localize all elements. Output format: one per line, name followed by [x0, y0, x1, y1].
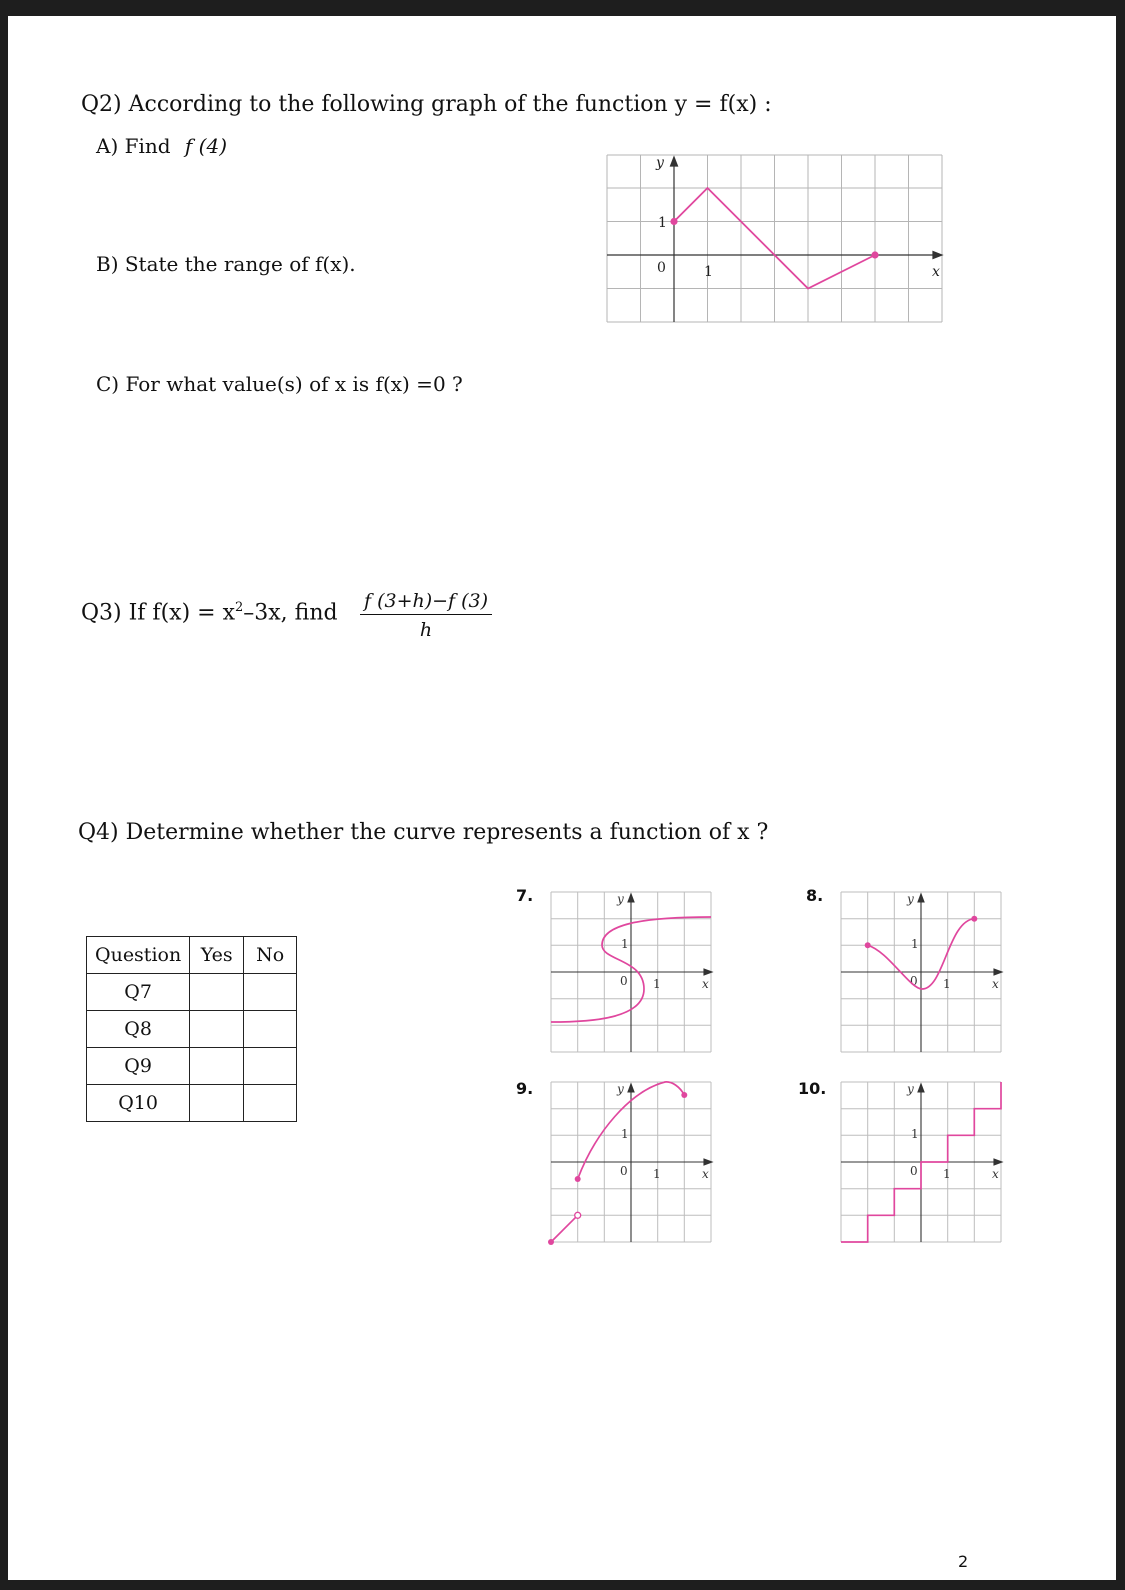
q2-part-c: C) For what value(s) of x is f(x) =0 ? — [96, 372, 463, 396]
graph-10-x-one: 1 — [943, 1167, 951, 1181]
document-page — [8, 16, 1116, 1580]
table-row-label: Q7 — [87, 974, 190, 1011]
graph-9 — [550, 1081, 714, 1249]
answer-no-cell[interactable] — [244, 1011, 297, 1048]
graph-7-x-label: x — [702, 977, 709, 991]
q2-title: Q2) According to the following graph of the function y = f(x) : — [81, 92, 772, 117]
graph-9-number: 9. — [516, 1079, 534, 1098]
table-row — [87, 1048, 297, 1085]
table-row — [87, 974, 297, 1011]
graph-8-number: 8. — [806, 886, 824, 905]
q2-graph — [606, 154, 944, 324]
table-header-no: No — [244, 937, 297, 974]
answer-no-cell[interactable] — [244, 1085, 297, 1122]
table-row-label: Q9 — [87, 1048, 190, 1085]
answer-yes-cell[interactable] — [190, 1085, 244, 1122]
graph-8-origin: 0 — [910, 974, 918, 988]
graph-8-axes — [841, 894, 1002, 1052]
graph-10-number: 10. — [798, 1079, 827, 1098]
graph-9-y-one: 1 — [621, 1127, 629, 1141]
answer-yes-cell[interactable] — [190, 974, 244, 1011]
q2-part-a-label: A) Find — [96, 134, 171, 158]
graph-8-y-label: y — [907, 892, 914, 906]
table-header-row — [87, 937, 297, 974]
q2-start-dot — [670, 218, 677, 225]
graph-8-y-one: 1 — [911, 937, 919, 951]
graph-7 — [550, 891, 714, 1055]
table-row — [87, 1085, 297, 1122]
q3-fraction-denominator: h — [419, 619, 433, 641]
q2-x-label: x — [932, 264, 940, 280]
graph-10 — [840, 1081, 1004, 1245]
graph-9-closed-dot — [575, 1176, 581, 1182]
q3-fraction-numerator: f (3+h)−f (3) — [360, 590, 492, 615]
graph-8-end-dot — [971, 916, 977, 922]
graph-9-y-label: y — [617, 1082, 624, 1096]
graph-9-end-dot — [681, 1092, 687, 1098]
graph-10-y-label: y — [907, 1082, 914, 1096]
graph-9-x-label: x — [702, 1167, 709, 1181]
page-number: 2 — [958, 1552, 969, 1571]
table-header-yes: Yes — [190, 937, 244, 974]
table-row-label: Q8 — [87, 1011, 190, 1048]
graph-8-x-label: x — [992, 977, 999, 991]
answer-table — [86, 936, 297, 1122]
answer-yes-cell[interactable] — [190, 1048, 244, 1085]
q2-part-a — [96, 134, 227, 158]
q2-origin: 0 — [657, 260, 666, 276]
graph-7-number: 7. — [516, 886, 534, 905]
q3-power: 2 — [234, 600, 244, 615]
q3-text-end: –3x, find — [243, 600, 338, 626]
graph-9-open-dot — [575, 1212, 581, 1218]
q3-fraction — [360, 590, 492, 641]
answer-no-cell[interactable] — [244, 1048, 297, 1085]
graph-7-y-one: 1 — [621, 937, 629, 951]
graph-9-origin: 0 — [620, 1164, 628, 1178]
graph-9-x-one: 1 — [653, 1167, 661, 1181]
graph-10-origin: 0 — [910, 1164, 918, 1178]
q2-end-dot — [871, 251, 878, 258]
graph-7-x-one: 1 — [653, 977, 661, 991]
graph-10-y-one: 1 — [911, 1127, 919, 1141]
graph-8 — [840, 891, 1004, 1055]
table-row-label: Q10 — [87, 1085, 190, 1122]
graph-8-x-one: 1 — [943, 977, 951, 991]
graph-9-start-dot — [548, 1239, 554, 1245]
q2-grid — [607, 155, 942, 322]
table-header-question: Question — [87, 937, 190, 974]
graph-7-y-label: y — [617, 892, 624, 906]
q4-text: Q4) Determine whether the curve represents a function of x ? — [78, 820, 769, 845]
q2-part-a-expr: f (4) — [184, 134, 228, 158]
q2-part-b: B) State the range of f(x). — [96, 252, 356, 276]
graph-9-lower-segment — [551, 1215, 578, 1242]
answer-no-cell[interactable] — [244, 974, 297, 1011]
table-row — [87, 1011, 297, 1048]
q2-y-label: y — [656, 155, 664, 171]
graph-10-x-label: x — [992, 1167, 999, 1181]
graph-8-start-dot — [865, 942, 871, 948]
graph-7-origin: 0 — [620, 974, 628, 988]
answer-yes-cell[interactable] — [190, 1011, 244, 1048]
q3-text-start: Q3) If f(x) = x — [81, 600, 235, 626]
q3-text — [81, 600, 338, 625]
q2-y-one: 1 — [658, 215, 667, 231]
q2-x-one: 1 — [704, 264, 713, 280]
